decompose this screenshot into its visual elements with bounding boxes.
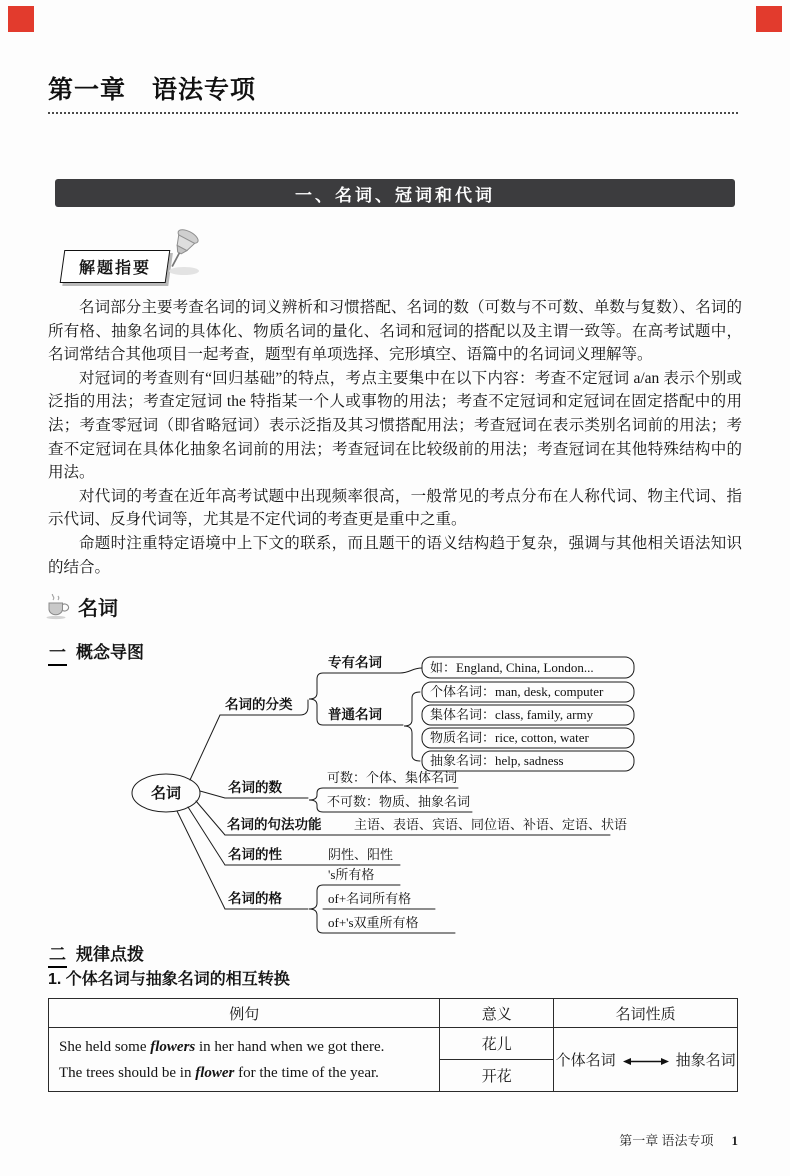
subsection-marker: 一 — [48, 638, 67, 666]
mindmap-branch-syntax: 名词的句法功能 — [227, 817, 322, 832]
intro-paragraph: 对冠词的考查则有“回归基础”的特点，考点主要集中在以下内容：考查不定冠词 a/an 表示个别或泛指的用法；考查定冠词 the 特指某一个人或事物的用法；考查不定冠词和定冠词在固定搭配中的用法；考查零冠词（即省略冠词）表示泛指及其习惯搭配用法；考查冠词在表示类别名词前的用法；考查不定冠词在具体化抽象名词前的用法；考查冠词在比较级前的用法；考查冠词在其他特殊结构中的用法。 — [48, 369, 742, 482]
mindmap-leaf-syntax-roles: 主语、表语、宾语、同位语、补语、定语、状语 — [354, 817, 628, 832]
conversion-table — [48, 998, 738, 1092]
mindmap-branch-case: 名词的格 — [228, 891, 282, 906]
example-sentences-cell — [49, 1028, 440, 1092]
col-header-meaning: 意义 — [440, 999, 554, 1028]
mindmap-leaf-uncountable: 不可数：物质、抽象名词 — [327, 794, 471, 809]
nature-right-label: 抽象名词 — [675, 1053, 736, 1069]
meaning-cell: 开花 — [440, 1060, 554, 1092]
coffee-cup-icon — [44, 594, 71, 620]
mindmap-leaf-double-genitive: of+'s双重所有格 — [328, 915, 419, 930]
noun-nature-cell — [554, 1028, 738, 1092]
highlighted-word: flowers — [150, 1038, 196, 1055]
mindmap-leaf-s-genitive: 's所有格 — [328, 867, 375, 882]
sentence-text: for the time of the year. — [234, 1064, 379, 1081]
example-sentence-2 — [59, 1060, 429, 1086]
page-footer — [48, 1130, 738, 1149]
mindmap-branch-gender: 名词的性 — [228, 847, 282, 862]
chapter-title: 第一章 语法专项 — [48, 76, 257, 104]
subsection-title: 概念导图 — [76, 643, 144, 662]
subsection-marker: 二 — [48, 940, 67, 968]
tip-label-border — [60, 250, 171, 283]
sentence-text: in her hand when we got there. — [195, 1038, 385, 1055]
mindmap-node-proper-noun: 专有名词 — [328, 655, 382, 670]
mindmap-leaf-of-genitive: of+名词所有格 — [328, 891, 412, 906]
meaning-cell: 花儿 — [440, 1028, 554, 1060]
footer-chapter-label: 第一章 语法专项 — [619, 1133, 714, 1148]
mindmap-root-label: 名词 — [150, 785, 182, 802]
mindmap-node-common-noun: 普通名词 — [328, 707, 382, 722]
sentence-text: She held some — [59, 1038, 151, 1055]
mindmap-leaf-individual: 个体名词：man, desk, computer — [430, 684, 604, 699]
pushpin-icon — [156, 224, 208, 280]
table-header-row — [49, 999, 738, 1028]
rule-item-title: 1. 个体名词与抽象名词的相互转换 — [48, 971, 290, 988]
mindmap-leaf-proper-examples: 如：England, China, London... — [430, 660, 594, 675]
highlighted-word: flower — [195, 1064, 235, 1081]
mindmap-branch-classification: 名词的分类 — [225, 697, 293, 712]
sentence-text: The trees should be in — [59, 1064, 196, 1081]
double-arrow-icon — [622, 1056, 670, 1067]
footer-page-number: 1 — [731, 1133, 738, 1148]
tip-label-box — [62, 250, 168, 283]
col-header-nature: 名词性质 — [554, 999, 738, 1028]
intro-paragraphs — [48, 296, 742, 579]
intro-paragraph: 对代词的考查在近年高考试题中出现频率很高，一般常见的考点分布在人称代词、物主代词、指示代词、反身代词等，尤其是不定代词的考查更是重中之重。 — [48, 487, 742, 529]
col-header-example: 例句 — [49, 999, 440, 1028]
mindmap-leaf-countable: 可数：个体、集体名词 — [327, 770, 458, 785]
noun-section-title: 名词 — [78, 598, 118, 620]
section-banner: 一、名词、冠词和代词 — [55, 179, 735, 207]
example-sentence-1 — [59, 1034, 429, 1060]
mindmap-leaf-material: 物质名词：rice, cotton, water — [430, 730, 589, 745]
nature-left-label: 个体名词 — [555, 1053, 616, 1069]
noun-concept-mindmap — [70, 648, 710, 940]
noun-section-header — [44, 592, 118, 621]
dotted-divider — [48, 112, 738, 114]
mindmap-leaf-abstract: 抽象名词：help, sadness — [430, 753, 564, 768]
table-row — [49, 1028, 738, 1060]
subsection-rules — [48, 940, 144, 968]
mindmap-branch-number: 名词的数 — [228, 780, 282, 795]
subsection-title: 规律点拨 — [76, 945, 144, 964]
intro-paragraph: 名词部分主要考查名词的词义辨析和习惯搭配、名词的数（可数与不可数、单数与复数）、名词的所有格、抽象名词的具体化、物质名词的量化、名词和冠词的搭配以及主谓一致等。在高考试题中，名词常结合其他项目一起考查，题型有单项选择、完形填空、语篇中的名词词义理解等。 — [48, 299, 742, 364]
tip-label-text: 解题指要 — [79, 260, 152, 277]
intro-paragraph: 命题时注重特定语境中上下文的联系，而且题干的语义结构趋于复杂，强调与其他相关语法知识的结合。 — [48, 534, 742, 576]
mindmap-leaf-gender-types: 阴性、阳性 — [328, 847, 394, 862]
red-corner-mark-right — [756, 6, 782, 32]
red-corner-mark-left — [8, 6, 34, 32]
mindmap-leaf-collective: 集体名词：class, family, army — [430, 707, 594, 722]
